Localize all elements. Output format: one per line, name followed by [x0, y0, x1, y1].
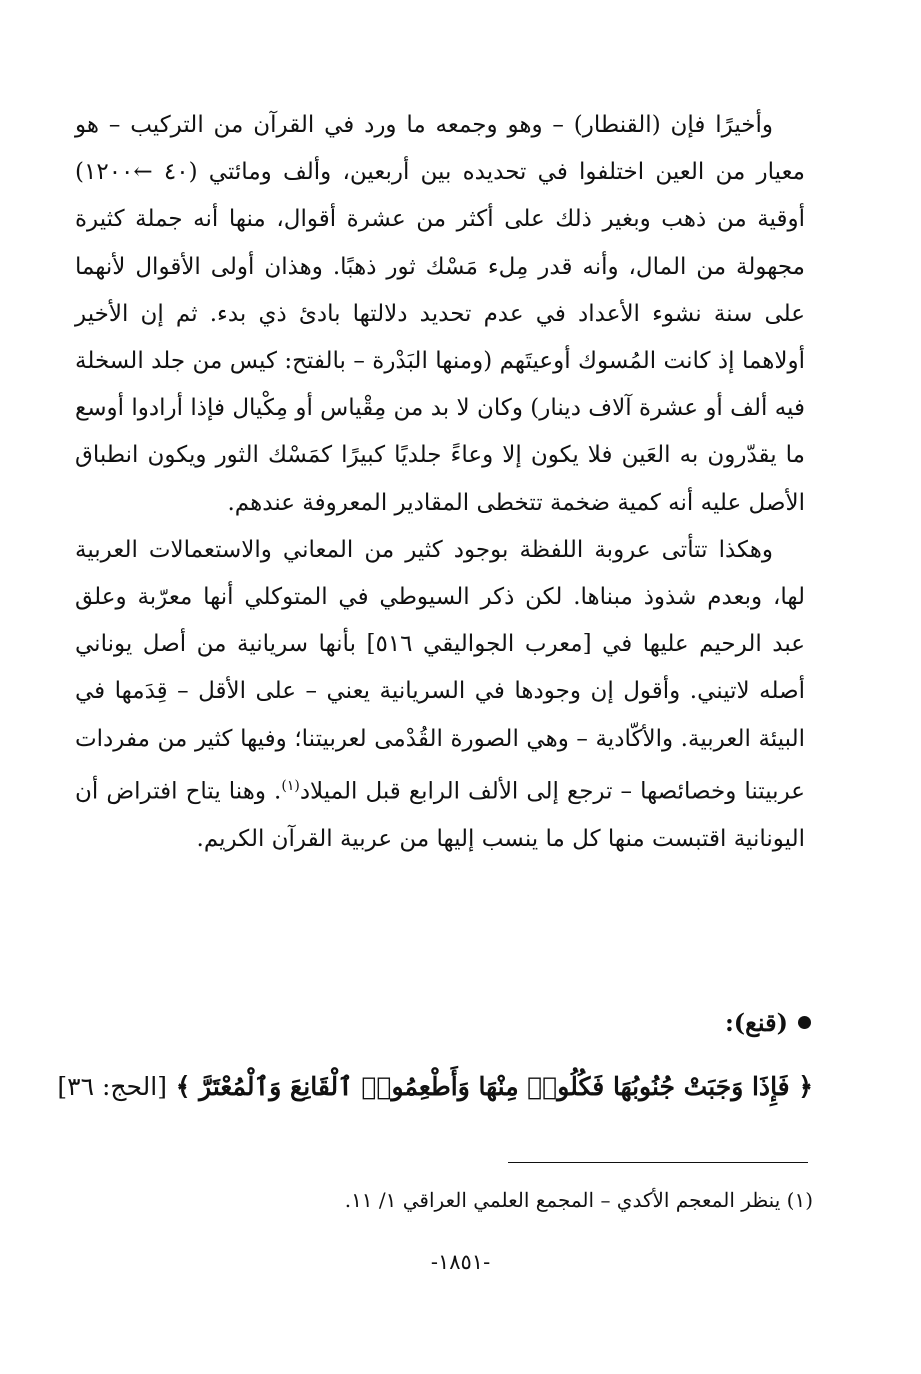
- footnote-divider: [508, 1162, 808, 1163]
- entry-heading: [725, 1008, 811, 1037]
- footnote-marker: (١): [281, 777, 300, 794]
- paragraph-aruba-text: وهكذا تتأتى عروبة اللفظة بوجود كثير من المعاني والاستعمالات العربية لها، وبعدم شذوذ مبناها. لكن ذكر السيوطي في المتوكلي أنها معرّبة وعلق عبد الرحيم عليها في [معرب الجواليقي ٥١٦] بأنها سريانية من أصل يوناني أصله لاتيني. وأقول إن وجودها في السريانية يعني – على الأقل – قِدَمها في البيئة العربية. والأكّادية – وهي الصورة القُدْمى لعربيتنا؛ وفيها كثير من مفردات عربيتنا وخصائصها – ترجع إلى الألف الرابع قبل الميلاد: [75, 536, 805, 805]
- main-text: [75, 102, 805, 863]
- quran-verse: [57, 1072, 813, 1101]
- paragraph-qintar: وأخيرًا فإن (القنطار) – وهو وجمعه ما ورد في القرآن من التركيب – هو معيار من العين اختلفوا في تحديده بين أربعين، وألف ومائتي (٤٠ ←١٢٠٠) أوقية من ذهب وبغير ذلك على أكثر من عشرة أقوال، منها أنه جملة كثيرة مجهولة من المال، وأنه قدر مِلء مَسْك ثور ذهبًا. وهذان أولى الأقوال لأنهما على سنة نشوء الأعداد في عدم تحديد دلالتها بادئ ذي بدء. ثم إن الأخير أولاهما إذ كانت المُسوك أوعيتَهم (ومنها البَدْرة – بالفتح: كيس من جلد السخلة فيه ألف أو عشرة آلاف دينار) وكان لا بد من مِقْياس أو مِكْيال فإذا أرادوا أوسع ما يقدّرون به العَين فلا يكون إلا وعاءً جلديًا كبيرًا كمَسْك الثور ويكون انطباق الأصل عليه أنه كمية ضخمة تتخطى المقادير المعروفة عندهم.: [75, 112, 805, 516]
- bullet-icon: [798, 1016, 811, 1029]
- page-number: -١٨٥١-: [430, 1250, 491, 1274]
- verse-text: ﴿ فَإِذَا وَجَبَتْ جُنُوبُهَا فَكُلُوا۟ مِنْهَا وَأَطْعِمُوا۟ ٱلْقَانِعَ وَٱلْمُعْتَرَّ ﴾: [175, 1072, 813, 1101]
- entry-heading-label: (قنع):: [724, 1008, 788, 1037]
- paragraph-aruba-end: . وهنا يتاح افتراض أن اليونانية اقتبست منها كل ما ينسب إليها من عربية القرآن الكريم.: [75, 778, 805, 852]
- footnote: (١) ينظر المعجم الأكدي – المجمع العلمي العراقي ١/ ١١.: [344, 1188, 813, 1212]
- verse-reference: [الحج: ٣٦]: [57, 1072, 167, 1101]
- paragraph-aruba: [75, 527, 805, 863]
